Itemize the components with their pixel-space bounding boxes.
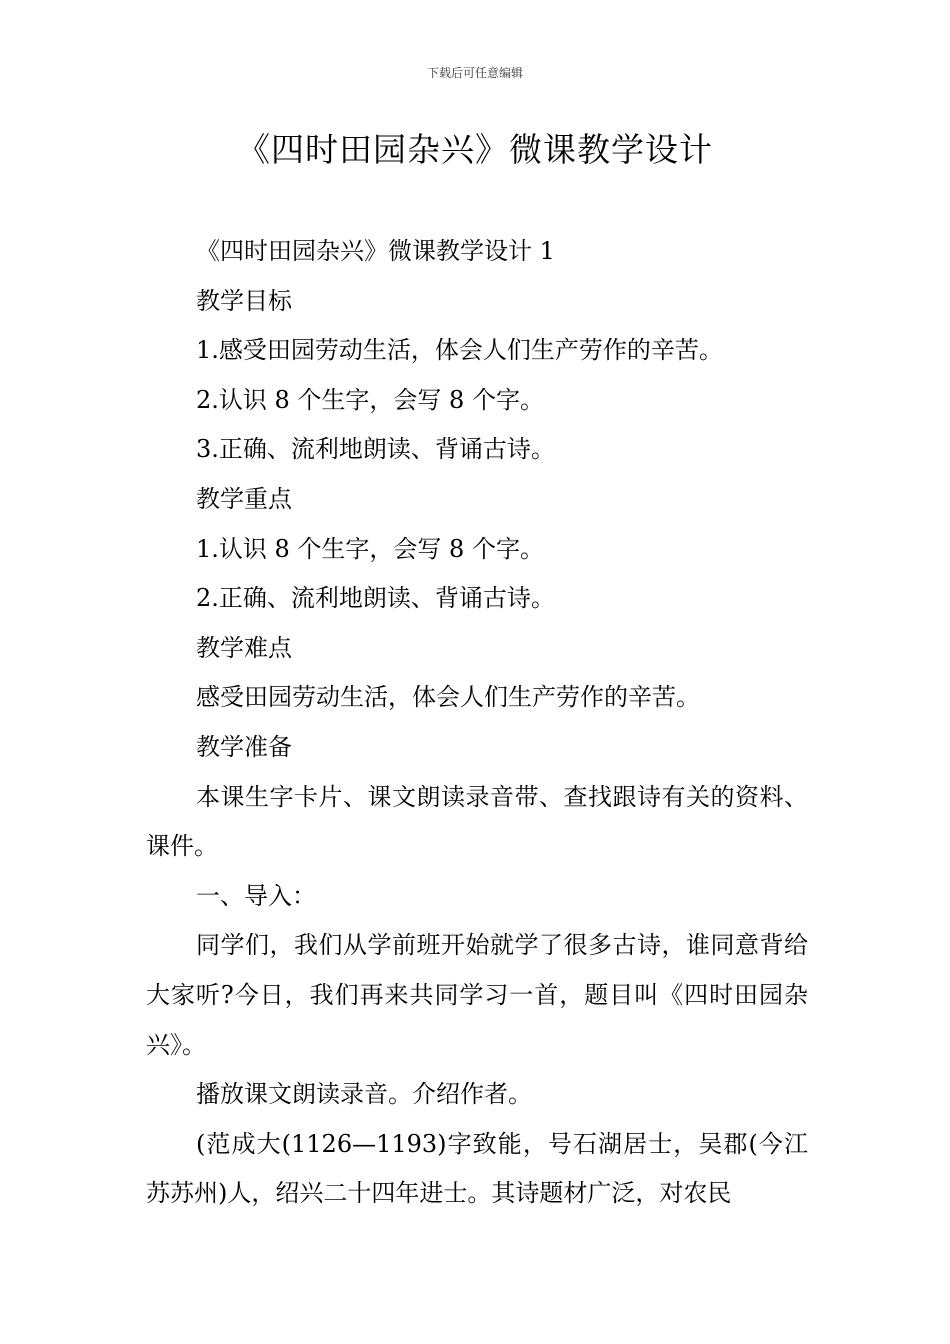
document-body bbox=[146, 227, 808, 1219]
preparation-text: 本课生字卡片、课文朗读录音带、查找跟诗有关的资料、课件。 bbox=[146, 782, 808, 861]
author-bio-text: (范成大(1126—1193)字致能，号石湖居士，吴郡(今江苏苏州)人，绍兴二十四年进士。其诗题材广泛，对农民 bbox=[146, 1129, 808, 1208]
paragraph-subtitle: 《四时田园杂兴》微课教学设计 1 bbox=[196, 237, 555, 265]
document-title: 《四时田园杂兴》微课教学设计 bbox=[237, 130, 713, 169]
header-note: 下载后可任意编辑 bbox=[426, 66, 523, 80]
section-heading-preparation: 教学准备 bbox=[196, 732, 292, 761]
objective-item: 2.认识 8 个生字，会写 8 个字。 bbox=[196, 385, 544, 414]
objective-item: 1.感受田园劳动生活，体会人们生产劳作的辛苦。 bbox=[196, 336, 723, 365]
section-heading-difficulties: 教学难点 bbox=[196, 633, 292, 662]
section-heading-objectives: 教学目标 bbox=[196, 286, 292, 315]
key-point-item: 1.认识 8 个生字，会写 8 个字。 bbox=[196, 534, 544, 563]
introduction-text: 同学们，我们从学前班开始就学了很多古诗，谁同意背给大家听?今日，我们再来共同学习一首，题目叫《四时田园杂兴》。 bbox=[146, 931, 808, 1059]
section-heading-key-points: 教学重点 bbox=[196, 484, 292, 513]
key-point-item: 2.正确、流利地朗读、背诵古诗。 bbox=[196, 584, 555, 613]
activity-text: 播放课文朗读录音。介绍作者。 bbox=[196, 1080, 532, 1109]
difficulty-item: 感受田园劳动生活，体会人们生产劳作的辛苦。 bbox=[196, 683, 700, 712]
section-heading-introduction: 一、导入： bbox=[196, 881, 316, 910]
objective-item: 3.正确、流利地朗读、背诵古诗。 bbox=[196, 435, 555, 464]
